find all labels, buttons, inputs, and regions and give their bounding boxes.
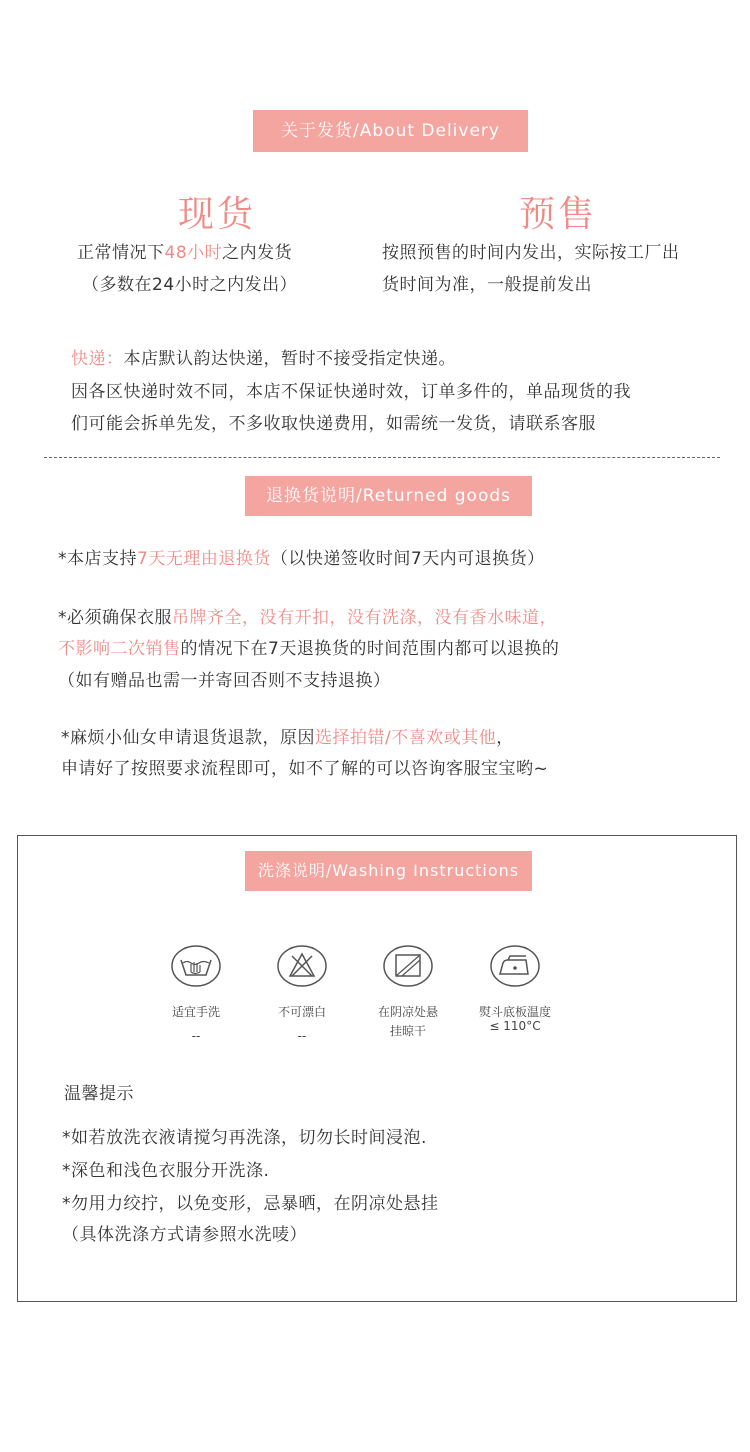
tip-1: *如若放洗衣液请搅匀再洗涤，切勿长时间浸泡.: [62, 1128, 427, 1148]
courier-line1: [71, 348, 456, 370]
instock-line2: （多数在24小时之内发出）: [82, 275, 298, 295]
instock-line1-c: 之内发货: [222, 243, 293, 263]
no-bleach-icon: [275, 944, 329, 988]
line-dry-shade-icon: [381, 944, 435, 988]
no-bleach-label1: 不可漂白: [277, 1005, 326, 1019]
courier-line3: 们可能会拆单先发，不多收取快递费用，如需统一发货，请联系客服: [71, 414, 596, 434]
returns-badge-text: 退换货说明/Returned goods: [265, 486, 512, 506]
iron-label2: ≤ 110°C: [489, 1019, 541, 1033]
instock-title: 现货: [178, 194, 257, 235]
courier-line2: 因各区快递时效不同，本店不保证快递时效，订单多件的，单品现货的我: [71, 382, 631, 402]
returns-p3-line1: [61, 727, 514, 749]
returns-p2-c: 不影响二次销售: [58, 639, 181, 659]
line-dry-label2: 挂晾干: [389, 1024, 426, 1038]
returns-p3-line2: 申请好了按照要求流程即可，如不了解的可以咨询客服宝宝哟~: [61, 759, 549, 779]
instock-line1-a: 正常情况下: [77, 243, 165, 263]
presale-line2: 货时间为准，一般提前发出: [382, 275, 592, 295]
iron-label1: 熨斗底板温度: [478, 1005, 551, 1019]
tips-title: 温馨提示: [64, 1084, 134, 1104]
washing-badge-text: 洗涤说明/Washing Instructions: [257, 861, 520, 880]
washing-badge: [245, 851, 532, 891]
hand-wash-label1: 适宜手洗: [171, 1005, 220, 1019]
iron-icon: [488, 944, 542, 988]
section-divider: [44, 457, 720, 458]
hand-wash-label2: --: [191, 1029, 201, 1043]
returns-p2-line3: （如有赠品也需一并寄回否则不支持退换）: [58, 671, 391, 691]
returns-p3-b: 选择拍错/不喜欢或其他: [315, 728, 497, 748]
returns-p2-d: 的情况下在7天退换货的时间范围内都可以退换的: [180, 639, 560, 659]
instock-line1: [77, 242, 292, 264]
tip-3: *勿用力绞拧，以免变形，忌暴晒，在阴凉处悬挂: [62, 1194, 439, 1214]
tip-2: *深色和浅色衣服分开洗涤.: [62, 1161, 270, 1181]
delivery-badge: [253, 110, 528, 152]
no-bleach-label2: --: [297, 1029, 307, 1043]
returns-p3-c: ，: [496, 728, 514, 748]
line-dry-label1: 在阴凉处悬: [377, 1005, 438, 1019]
hand-wash-icon: [169, 944, 223, 988]
instock-line1-b: 48小时: [164, 243, 223, 263]
returns-p3-a: *麻烦小仙女申请退货退款，原因: [61, 728, 315, 748]
courier-label: 快递：: [71, 349, 124, 369]
tip-4: （具体洗涤方式请参照水洗唛）: [62, 1225, 307, 1245]
returns-p2-b: 吊牌齐全，没有开扣，没有洗涤，没有香水味道，: [172, 608, 557, 628]
returns-p1-b: 7天无理由退换货: [137, 549, 271, 569]
returns-p2-line2: [58, 638, 559, 660]
returns-badge: [245, 476, 532, 516]
returns-p2-line1: [58, 607, 557, 629]
presale-title: 预售: [519, 194, 598, 235]
delivery-badge-text: 关于发货/About Delivery: [281, 121, 500, 141]
returns-p2-a: *必须确保衣服: [58, 608, 172, 628]
presale-line1: 按照预售的时间内发出，实际按工厂出: [382, 243, 680, 263]
returns-p1-a: *本店支持: [58, 549, 137, 569]
courier-text1: 本店默认韵达快递，暂时不接受指定快递。: [123, 349, 456, 369]
returns-p1: [58, 548, 545, 570]
returns-p1-c: （以快递签收时间7天内可退换货）: [270, 549, 545, 569]
